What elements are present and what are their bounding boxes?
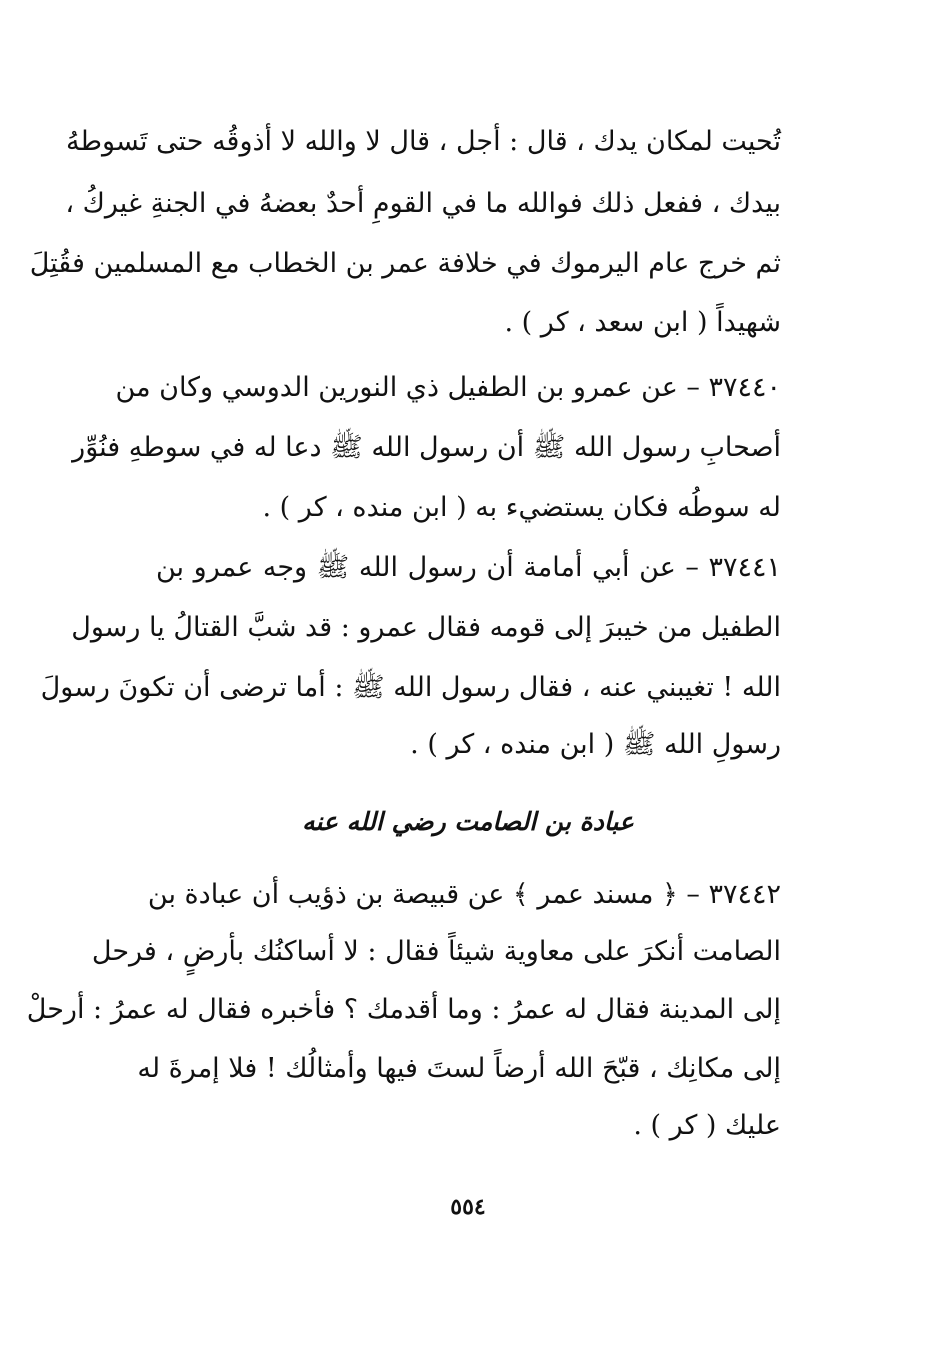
paragraph-3-line-3: الله ! تغيبني عنه ، فقال رسول الله ﷺ : أما ترضى أن تكونَ رسولَ: [40, 672, 781, 703]
paragraph-4-line-1: ٣٧٤٤٢ – ﴿ مسند عمر ﴾ عن قبيصة بن ذؤيب أن عبادة بن: [147, 879, 781, 910]
paragraph-1-line-2: بيدك ، ففعل ذلك فوالله ما في القومِ أحدٌ بعضهُ في الجنةِ غيركُ ،: [65, 188, 781, 219]
paragraph-4-line-2: الصامت أنكرَ على معاوية شيئاً فقال : لا أساكنُك بأرضٍ ، فرحل: [91, 936, 781, 967]
paragraph-4-line-5: عليك ( كر ) .: [633, 1110, 781, 1141]
paragraph-1-line-1: تُحيت لمكان يدك ، قال : أجل ، قال لا والله لا أذوقُه حتى تَسوطهُ: [66, 126, 781, 157]
paragraph-1-line-4: شهيداً ( ابن سعد ، كر ) .: [504, 307, 781, 338]
paragraph-2-line-2: أصحابِ رسول الله ﷺ أن رسول الله ﷺ دعا له في سوطهِ فنُوِّر: [72, 432, 781, 463]
paragraph-3-line-1: ٣٧٤٤١ – عن أبي أمامة أن رسول الله ﷺ وجه عمرو بن: [156, 552, 781, 583]
paragraph-3-line-4: رسولِ الله ﷺ ( ابن منده ، كر ) .: [410, 729, 781, 760]
page-number: ٥٥٤: [450, 1194, 486, 1220]
paragraph-1-line-3: ثم خرج عام اليرموك في خلافة عمر بن الخطاب مع المسلمين فقُتِلَ: [29, 248, 781, 279]
paragraph-4-line-3: إلى المدينة فقال له عمرُ : وما أقدمك ؟ فأخبره فقال له عمرُ : أرحلْ: [26, 994, 781, 1025]
paragraph-2-line-1: ٣٧٤٤٠ – عن عمرو بن الطفيل ذي النورين الدوسي وكان من: [115, 372, 781, 403]
section-heading: عبادة بن الصامت رضي الله عنه: [302, 807, 634, 836]
paragraph-2-line-3: له سوطُه فكان يستضيء به ( ابن منده ، كر ) .: [262, 492, 781, 523]
paragraph-3-line-2: الطفيل من خيبرَ إلى قومه فقال عمرو : قد شبَّ القتالُ يا رسول: [71, 612, 781, 643]
paragraph-4-line-4: إلى مكانِك ، قبّحَ الله أرضاً لستَ فيها وأمثالُك ! فلا إمرةَ له: [137, 1053, 781, 1084]
